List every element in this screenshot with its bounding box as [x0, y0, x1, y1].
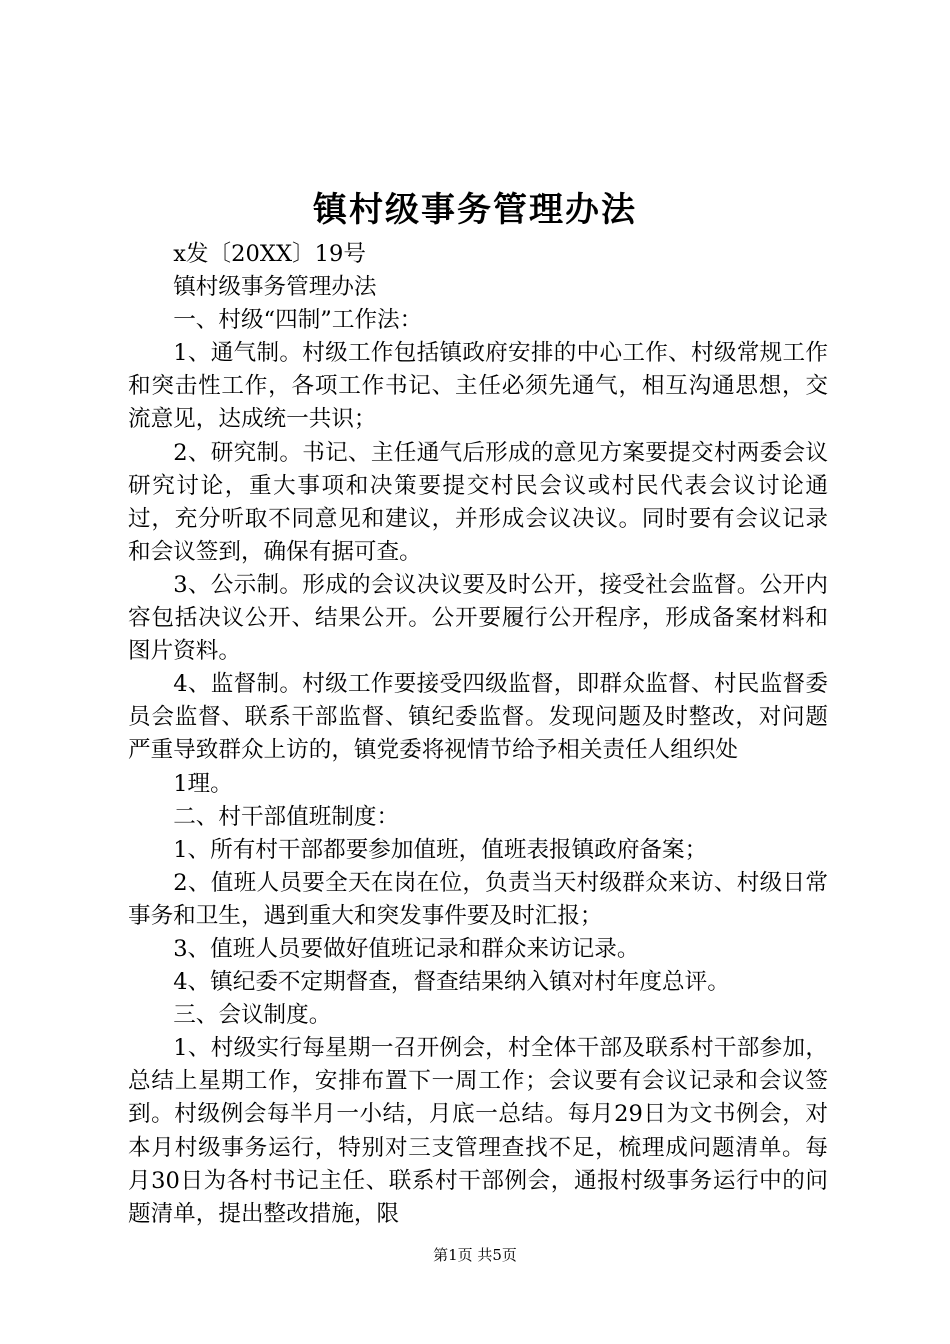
document-body	[128, 238, 828, 1231]
section-heading-1: 一、村级“四制”工作法：	[173, 307, 423, 334]
paragraph: 4、镇纪委不定期督查，督查结果纳入镇对村年度总评。	[173, 969, 730, 996]
paragraph: 2、值班人员要全天在岗在位，负责当天村级群众来访、村级日常事务和卫生，遇到重大和突发事件要及时汇报；	[128, 869, 828, 929]
paragraph: 3、公示制。形成的会议决议要及时公开，接受社会监督。公开内容包括决议公开、结果公开。公开要履行公开程序，形成备案材料和图片资料。	[128, 571, 828, 665]
section-heading-2: 二、村干部值班制度：	[173, 803, 400, 830]
paragraph: 4、监督制。村级工作要接受四级监督，即群众监督、村民监督委员会监督、联系干部监督、镇纪委监督。发现问题及时整改，对问题严重导致群众上访的，镇党委将视情节给予相关责任人组织处	[128, 671, 828, 764]
paragraph: 3、值班人员要做好值班记录和群众来访记录。	[173, 935, 640, 962]
doc-number: x发〔20XX〕19号	[173, 241, 366, 267]
page-number-footer: 第1页 共5页	[433, 1246, 517, 1264]
paragraph: 2、研究制。书记、主任通气后形成的意见方案要提交村两委会议研究讨论，重大事项和决策要提交村民会议或村民代表会议讨论通过，充分听取不同意见和建议，并形成会议决议。同时要有会议记录和会议签到，确保有据可查。	[128, 439, 828, 565]
doc-subtitle: 镇村级事务管理办法	[173, 274, 377, 301]
section-heading-3: 三、会议制度。	[173, 1002, 332, 1029]
paragraph: 1、通气制。村级工作包括镇政府安排的中心工作、村级常规工作和突击性工作，各项工作书记、主任必须先通气，相互沟通思想，交流意见，达成统一共识；	[128, 340, 828, 433]
paragraph: 1、村级实行每星期一召开例会，村全体干部及联系村干部参加，总结上星期工作，安排布置下一周工作；会议要有会议记录和会议签到。村级例会每半月一小结，月底一总结。每月29日为文书例会，对本月村级事务运行，特别对三支管理查找不足，梳理成问题清单。每月30日为各村书记主任、联系村干部例会，通报村级事务运行中的问题清单，提出整改措施，限	[128, 1035, 828, 1227]
paragraph: 1、所有村干部都要参加值班，值班表报镇政府备案；	[173, 836, 708, 863]
document-title: 镇村级事务管理办法	[313, 190, 637, 230]
paragraph: 1理。	[173, 770, 233, 797]
